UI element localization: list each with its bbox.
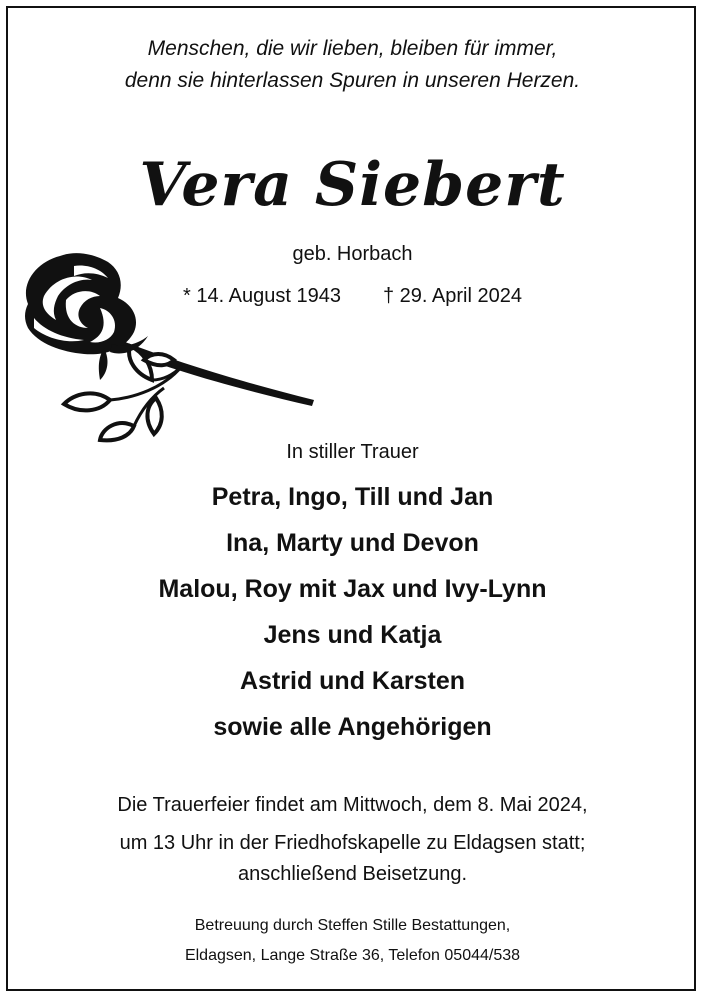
mourner-line-4: Jens und Katja: [263, 621, 442, 649]
mourner-line-1: Petra, Ingo, Till und Jan: [211, 483, 494, 511]
mourning-intro: In stiller Trauer: [286, 441, 419, 463]
mourner-line-3: Malou, Roy mit Jax und Ivy-Lynn: [158, 575, 547, 603]
service-line-2: um 13 Uhr in der Friedhofskapelle zu Eldagsen statt;: [119, 832, 586, 854]
mourner-line-5: Astrid und Karsten: [239, 667, 466, 695]
motto-line-1: Menschen, die wir lieben, bleiben für immer,: [147, 37, 558, 60]
deceased-name: Vera Siebert: [139, 150, 566, 220]
service-line-1: Die Trauerfeier findet am Mittwoch, dem 8. Mai 2024,: [117, 794, 588, 816]
mourner-line-2: Ina, Marty und Devon: [226, 529, 479, 557]
mourner-line-6: sowie alle Angehörigen: [213, 713, 492, 741]
birth-date: * 14. August 1943: [183, 285, 341, 307]
service-line-3: anschließend Beisetzung.: [237, 863, 468, 885]
undertaker-line-1: Betreuung durch Steffen Stille Bestattungen,: [194, 917, 511, 934]
death-date: † 29. April 2024: [382, 285, 522, 307]
motto-line-2: denn sie hinterlassen Spuren in unseren Herzen.: [124, 69, 581, 92]
rose-icon: [14, 248, 320, 444]
undertaker-line-2: Eldagsen, Lange Straße 36, Telefon 05044/538: [184, 947, 521, 964]
birth-name: geb. Horbach: [292, 243, 413, 265]
